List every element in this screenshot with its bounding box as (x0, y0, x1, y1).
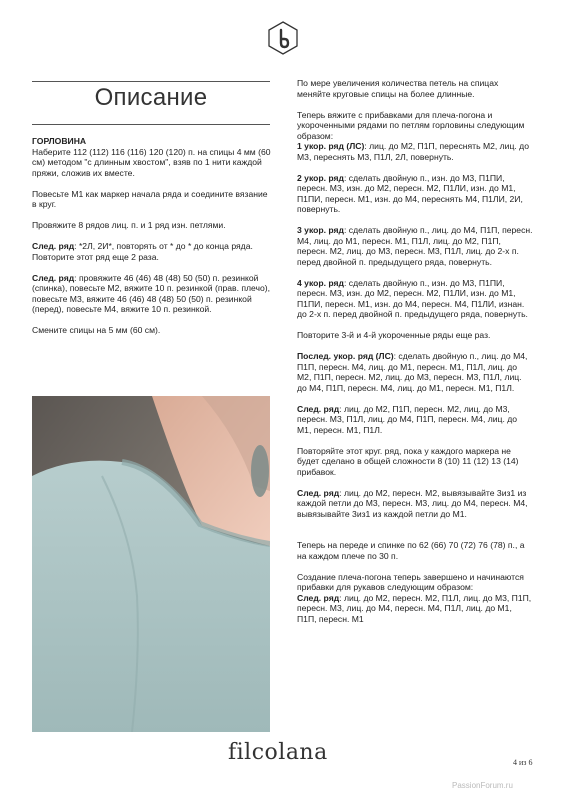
repeat-note: Повторите 3-й и 4-й укороченные ряды еще раз. (297, 330, 491, 340)
watermark: PassionForum.ru (452, 781, 513, 790)
row-text: : сделать двойную п., лиц. до М4, П1П, пересн. М4, лиц. до М1, пересн. М1, П1Л, лиц. до М2, П1П, пересн. М2, лиц. до М3, пересн. М3, П1Л, лиц. до 2-х п. перед двойной п. предыдущего ряда, повернуть. (297, 225, 533, 267)
rows-paragraph: Провяжите 8 рядов лиц. п. и 1 ряд изн. петлями. (32, 220, 226, 230)
needles-paragraph: Смените спицы на 5 мм (60 см). (32, 325, 161, 335)
right-column (297, 78, 533, 635)
row-text: : сделать двойную п., лиц. до М4, П1П, пересн. М4, лиц. до М1, пересн. М1, П1Л, лиц. до М2, П1П, пересн. М2, лиц. до М3, пересн. М3, П1Л, лиц. до М4, П1П, пересн. М4, лиц. до М1, пересн. М1, П1Л. (297, 351, 528, 393)
sweater-illustration (32, 396, 270, 732)
row-label: След. ряд (297, 403, 340, 414)
short-row-3 (297, 225, 533, 267)
cast-on-paragraph: Наберите 112 (112) 116 (116) 120 (120) п. на спицы 4 мм (60 см) методом "с длинным хвостом", взяв по 1 нити каждой пряжи, сложив их вместе. (32, 146, 271, 178)
row-text: : сделать двойную п., изн. до М3, П1ПИ, пересн. М3, изн. до М2, пересн. М2, П1ЛИ, изн. до М1, П1ПИ, пересн. М1, изн. до М4, пересн. М4, П1ЛИ, изнан. до 2-х п. перед двойной п. предыдущего ряда, повернуть. (297, 277, 528, 319)
short-row-4 (297, 278, 533, 320)
saddle-intro: Теперь вяжите с прибавками для плеча-погона и укороченными рядами по петлям горловины следующим образом: (297, 109, 525, 141)
row-text: : лиц. до М2, пересн. М2, П1Л, лиц. до М3, П1П, пересн. М3, лиц. до М4, пересн. М4, П1Л, лиц. до М1, П1П, пересн. М1 (297, 592, 532, 624)
title-rule-top (32, 81, 270, 82)
sleeve-intro: Создание плеча-погона теперь завершено и начинаются прибавки для рукавов следующим образом: (297, 571, 524, 592)
markers-paragraph (32, 273, 272, 315)
row-label: 4 укор. ряд (297, 277, 345, 288)
filcolana-monogram-icon (266, 21, 300, 55)
sleeve-row (297, 593, 533, 625)
page-title: Описание (94, 84, 208, 111)
repeat-increases: Повторяйте этот круг. ряд, пока у каждого маркера не будет сделано в общей сложности 8 (10) 11 (12) 13 (14) прибавок. (297, 445, 519, 477)
row-label: След. ряд (297, 592, 340, 603)
row-label: 1 укор. ряд (ЛС) (297, 141, 365, 151)
row-text: : провяжите 46 (46) 48 (48) 50 (50) п. резинкой (спинка), повесьте М2, вяжите 10 п. резинкой (прав. плечо), повесьте М3, вяжите 46 (46) 48 (48) 50 (50) п. резинкой (перед), повесьте М4, вяжите 10 п. резинкой. (32, 272, 271, 314)
sweater-photo (32, 396, 270, 732)
row-label: След. ряд (32, 272, 75, 283)
brand-logo: filcolana (228, 740, 328, 765)
last-short-row (297, 351, 533, 393)
row-label: 3 укор. ряд (297, 225, 345, 235)
page-number: 4 из 6 (513, 758, 533, 767)
repeat-text: Повторите этот ряд еще 2 раза. (32, 251, 159, 262)
stitch-count: Теперь на переде и спинке по 62 (66) 70 (72) 76 (78) п., а на каждом плече по 30 п. (297, 540, 525, 561)
row-label: След. ряд (297, 487, 340, 498)
row-label: 2 укор. ряд (297, 172, 345, 183)
next-row (297, 404, 533, 436)
section-title: ГОРЛОВИНА (32, 136, 87, 146)
row-text: : лиц. до М2, П1П, пересн. М2, лиц. до М3, пересн. М3, П1Л, лиц. до М4, П1П, пересн. М4, лиц. до М1, пересн. М1, П1Л. (297, 403, 518, 435)
next-row-3in1 (297, 488, 533, 520)
row-text: : сделать двойную п., изн. до М3, П1ПИ, пересн. М3, изн. до М2, пересн. М2, П1ЛИ, изн. до М1, П1ПИ, пересн. М1, изн. до М4, переснять М4, П1ЛИ, 2И, повернуть. (297, 172, 523, 214)
left-column (32, 136, 272, 346)
short-row-1 (297, 141, 533, 162)
rib-paragraph (32, 241, 272, 262)
row-text: : *2Л, 2И*, повторять от * до * до конца ряда. (74, 241, 253, 251)
row-label: След. ряд (32, 241, 75, 251)
short-row-2 (297, 173, 533, 215)
row-text: : лиц. до М2, П1П, переснять М2, лиц. до М3, переснять М3, П1Л, 2Л, повернуть. (297, 141, 529, 162)
needles-note: По мере увеличения количества петель на спицах меняйте круговые спицы на более длинные. (297, 78, 499, 99)
marker-paragraph: Повесьте М1 как маркер начала ряда и соедините вязание в круг. (32, 188, 268, 209)
title-rule-bottom (32, 124, 270, 125)
row-text: : лиц. до М2, пересн. М2, вывязывайте 3из1 из каждой петли до М3, пересн. М3, лиц. до М4, пересн. М4, вывязывайте 3из1 из каждой петли до М1. (297, 487, 528, 519)
row-label: Послед. укор. ряд (ЛС) (297, 351, 394, 361)
